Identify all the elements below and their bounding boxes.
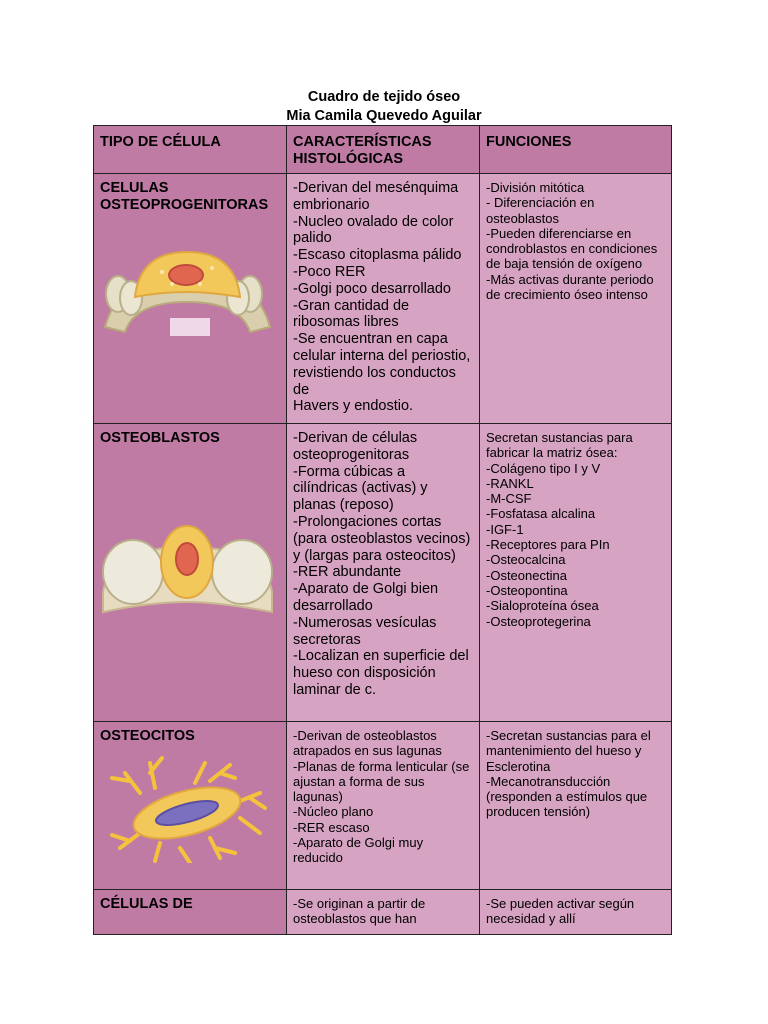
bone-tissue-table	[93, 125, 672, 935]
osteoprogenitor-cell-icon	[100, 232, 275, 352]
cell-type	[94, 174, 287, 424]
cell-characteristics: -Derivan del mesénquima embrionario -Nucleo ovalado de color palido -Escaso citoplasma pálido -Poco RER -Golgi poco desarrollado -Gran cantidad de ribosomas libres -Se encuentran en capa celular interna del periostio, revistiendo los conductos de Havers y endostio.	[287, 174, 480, 424]
header-cell-characteristics: CARACTERÍSTICAS HISTOLÓGICAS	[287, 126, 480, 174]
header-cell-functions: FUNCIONES	[480, 126, 672, 174]
table-row	[94, 890, 672, 935]
header-cell-type: TIPO DE CÉLULA	[94, 126, 287, 174]
cell-functions: -Se pueden activar según necesidad y allí	[480, 890, 672, 935]
table-header-row	[94, 126, 672, 174]
cell-characteristics: -Derivan de células osteoprogenitoras -Forma cúbicas a cilíndricas (activas) y planas (reposo) -Prolongaciones cortas (para osteoblastos vecinos) y (largas para osteocitos) -RER abundante -Aparato de Golgi bien desarrollado -Numerosas vesículas secretoras -Localizan en superficie del hueso con disposición laminar de c.	[287, 424, 480, 722]
cell-functions: -División mitótica - Diferenciación en osteoblastos -Pueden diferenciarse en condroblastos en condiciones de baja tensión de oxígeno -Más activas durante periodo de crecimiento óseo intenso	[480, 174, 672, 424]
document-author: Mia Camila Quevedo Aguilar	[286, 108, 482, 124]
table-row	[94, 722, 672, 890]
table-row	[94, 174, 672, 424]
cell-type	[94, 722, 287, 890]
cell-characteristics: -Derivan de osteoblastos atrapados en sus lagunas -Planas de forma lenticular (se ajustan a forma de sus lagunas) -Núcleo plano -RER escaso -Aparato de Golgi muy reducido	[287, 722, 480, 890]
cell-type	[94, 890, 287, 935]
cell-type-label: CELULAS OSTEOPROGENITORAS	[100, 180, 269, 213]
document-title: Cuadro de tejido óseo	[307, 89, 461, 105]
table-row	[94, 424, 672, 722]
cell-functions: -Secretan sustancias para el mantenimiento del hueso y Esclerotina -Mecanotransducción (responden a estímulos que producen tensión)	[480, 722, 672, 890]
cell-type	[94, 424, 287, 722]
cell-type-label: OSTEOCITOS	[100, 728, 195, 744]
cell-type-label: OSTEOBLASTOS	[100, 430, 220, 446]
osteoblast-cell-icon	[100, 517, 275, 627]
osteocyte-cell-icon	[100, 753, 275, 863]
cell-functions: Secretan sustancias para fabricar la matriz ósea: -Colágeno tipo I y V -RANKL -M-CSF -Fosfatasa alcalina -IGF-1 -Receptores para PIn -Osteocalcina -Osteonectina -Osteopontina -Sialoproteína ósea -Osteoprotegerina	[480, 424, 672, 722]
cell-type-label: CÉLULAS DE	[100, 896, 193, 912]
cell-characteristics: -Se originan a partir de osteoblastos que han	[287, 890, 480, 935]
